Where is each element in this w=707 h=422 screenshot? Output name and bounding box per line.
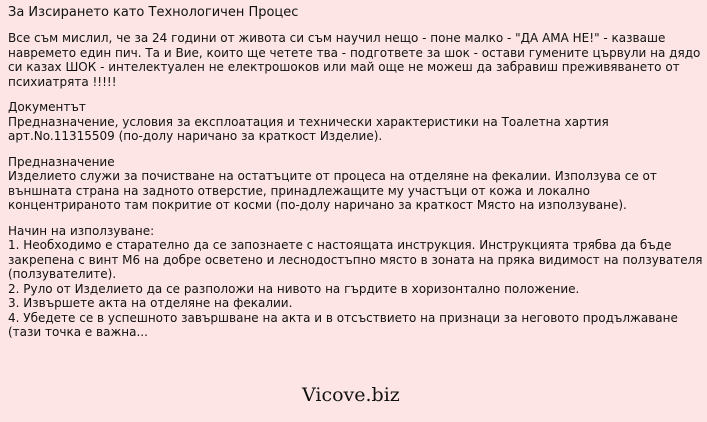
- site-watermark: Vicove.biz: [302, 384, 400, 406]
- purpose-heading: Предназначение: [8, 154, 115, 169]
- usage-step: 4. Убедете се в успешното завършване на акта и в отсъствието на признаци за неговото продължаване (тази точка е важна...: [8, 310, 678, 339]
- intro-paragraph: Все съм мислил, че за 24 години от живота си съм научил нещо - поне малко - "ДА АМА НЕ!" - казваше навремето един пич. Та и Вие, които ще четете тва - подгответе за шок - остави гумените цървули на дядо си казах ШОК - интелектуален не електрошоков или май още не можеш да забравиш преживяването от психиатрята !!!!!: [8, 31, 701, 89]
- purpose-text: Изделието служи за почистване на остатъците от процеса на отделяне на фекалии. Използува се от външната страна на задното отверстие, принадлежащите му участъци от кожа и локално концентрираното там покритие от косми (по-долу наричано за краткост Място на използуване).: [8, 169, 657, 212]
- usage-step: 2. Руло от Изделието да се разположи на нивото на гърдите в хоризонтално положение.: [8, 281, 580, 296]
- usage-step: 1. Необходимо е старателно да се запознаете с настоящата инструкция. Инструкцията трябва да бъде закрепена с винт М6 на добре осветено и леснодостъпно място в зоната на пряка видимост на ползувателя (ползувателите).: [8, 238, 703, 281]
- page-title: За Изсирането като Технологичен Процес: [8, 5, 299, 20]
- document-heading: Документът: [8, 100, 86, 114]
- usage-steps: [8, 238, 704, 340]
- purpose-section: [8, 155, 704, 213]
- usage-heading: Начин на използуване:: [8, 223, 155, 238]
- document-section: [8, 100, 704, 144]
- document-text: Предназначение, условия за експлоатация и технически характеристики на Тоалетна хартия арт.No.11315509 (по-долу наричано за краткост Изделие).: [8, 114, 609, 143]
- usage-step: 3. Извършете акта на отделяне на фекалии.: [8, 296, 293, 310]
- usage-section: [8, 224, 704, 340]
- document: [8, 4, 704, 351]
